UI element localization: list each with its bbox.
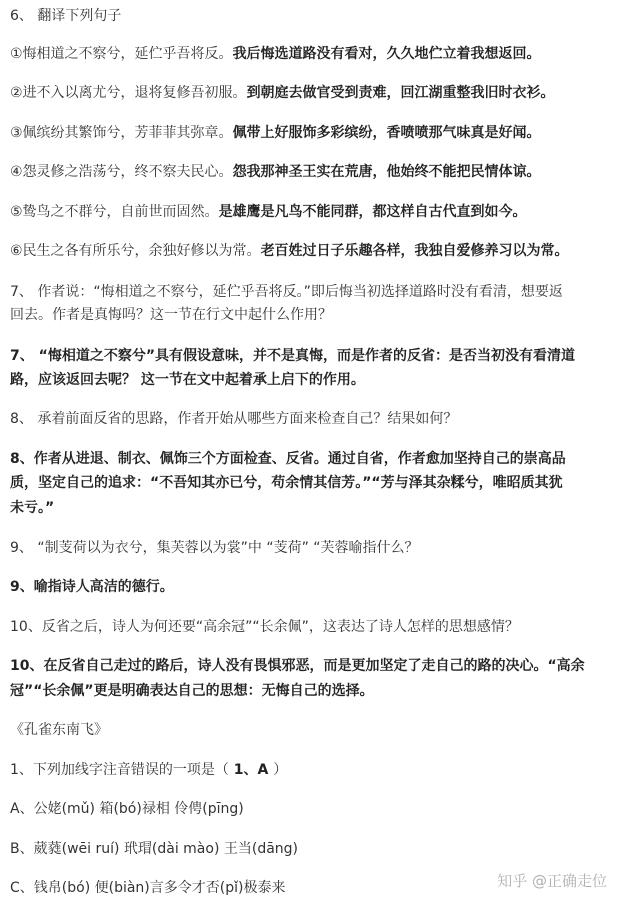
option-b: B、葳蕤(wēi ruí) 玳瑁(dài mào) 王当(dāng)	[10, 841, 299, 857]
mc-question-text: 1、下列加线字注音错误的一项是（	[10, 762, 229, 778]
translation-item-6	[10, 238, 610, 264]
translation-question: ②进不入以离尤兮，退将复修吾初服。	[10, 85, 247, 101]
zhihu-watermark	[497, 870, 607, 891]
translation-question: ④怨灵修之浩荡兮，终不察夫民心。	[10, 164, 233, 180]
translation-answer: 佩带上好服饰多彩缤纷，香喷喷那气味真是好闻。	[232, 125, 541, 141]
translation-answer: 到朝庭去做官受到责难，回江湖重整我旧时衣衫。	[246, 85, 555, 101]
heading-question-6: 6、 翻译下列句子	[10, 8, 122, 24]
answer-8-line-2: 质，坚定自己的追求：“不吾知其亦已兮，苟余情其信芳。”“芳与泽其杂糅兮，唯昭质其犹	[10, 475, 563, 491]
translation-answer: 我后悔选道路没有看对，久久地伫立着我想返回。	[232, 46, 541, 62]
option-c: C、钱帛(bó) 便(biàn)言多令才否(pǐ)极泰来	[10, 880, 286, 896]
question-10: 10、反省之后，诗人为何还要“高余冠”“长余佩”，这表达了诗人怎样的思想感情？	[10, 619, 519, 635]
question-9: 9、 “制芰荷以为衣兮，集芙蓉以为裳”中 “芰荷” “芙蓉喻指什么？	[10, 540, 419, 556]
translation-item-4	[10, 159, 610, 185]
translation-question: ①悔相道之不察兮，延伫乎吾将反。	[10, 46, 233, 62]
translation-answer: 怨我那神圣王实在荒唐，他始终不能把民情体谅。	[232, 164, 541, 180]
mc-question-close: ）	[273, 762, 288, 778]
translation-answer: 是雄鹰是凡鸟不能同群，都这样自古代直到如今。	[218, 204, 527, 220]
option-a: A、公姥(mǔ) 箱(bó)禄相 伶俜(pīng)	[10, 801, 244, 817]
translation-item-1	[10, 41, 610, 67]
translation-item-5	[10, 199, 610, 225]
question-7-line-1: 7、 作者说：“悔相道之不察兮，延伫乎吾将反。”即后悔当初选择道路时没有看清，想要返	[10, 284, 563, 300]
translation-item-3	[10, 120, 610, 146]
translation-question: ⑥民生之各有所乐兮，余独好修以为常。	[10, 243, 261, 259]
question-8: 8、 承着前面反省的思路，作者开始从哪些方面来检查自己？结果如何？	[10, 411, 458, 427]
question-7-line-2: 回去。作者是真悔吗？这一节在行文中起什么作用？	[10, 307, 332, 323]
translation-question: ⑤鸷鸟之不群兮，自前世而固然。	[10, 204, 219, 220]
mc-question-answer: 1、A	[228, 762, 274, 778]
section-title: 《孔雀东南飞》	[10, 722, 108, 738]
answer-8-line-3: 未亏。”	[10, 500, 55, 516]
mc-question-1	[10, 757, 610, 783]
answer-7-line-1: 7、 “悔相道之不察兮”具有假设意味，并不是真悔，而是作者的反省：是否当初没有看清道	[10, 348, 576, 364]
answer-10-line-1: 10、在反省自己走过的路后，诗人没有畏惧邪恶，而是更加坚定了走自己的路的决心。“高余	[10, 658, 585, 674]
translation-item-2	[10, 80, 610, 106]
translation-answer: 老百姓过日子乐趣各样，我独自爱修养习以为常。	[260, 243, 569, 259]
translation-question: ③佩缤纷其繁饰兮，芳菲菲其弥章。	[10, 125, 233, 141]
watermark-text: 知乎 @正确走位	[497, 872, 607, 890]
answer-10-line-2: 冠”“长余佩”更是明确表达自己的思想：无悔自己的选择。	[10, 683, 374, 699]
answer-9: 9、喻指诗人高洁的德行。	[10, 579, 174, 595]
answer-8-line-1: 8、作者从进退、制衣、佩饰三个方面检查、反省。通过自省，作者愈加坚持自己的崇高品	[10, 451, 566, 467]
answer-7-line-2: 路，应该返回去呢？ 这一节在文中起着承上启下的作用。	[10, 372, 365, 388]
